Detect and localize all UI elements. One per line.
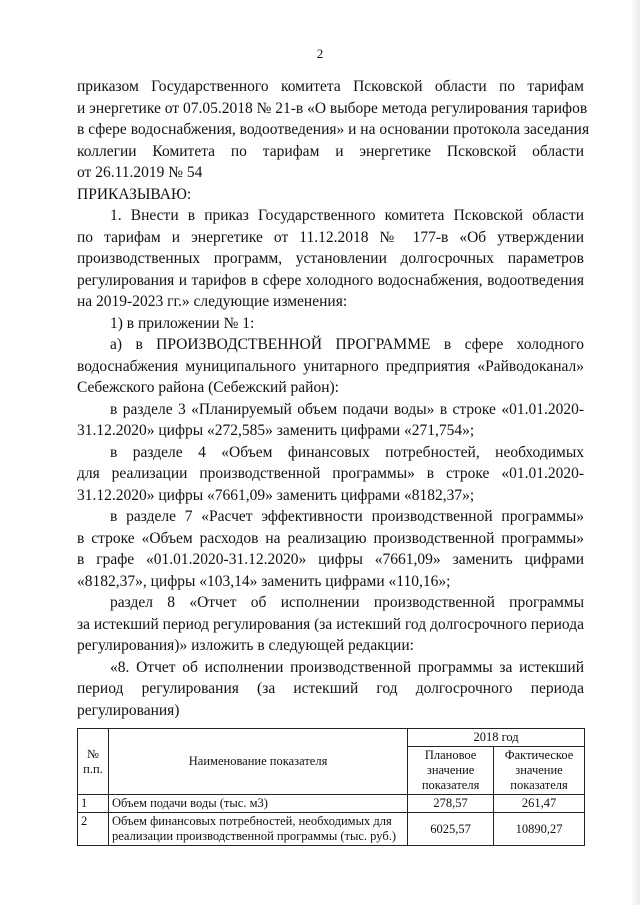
- text-line: регулирования): [77, 701, 180, 719]
- text-line: в разделе 3 «Планируемый объем подачи воды» в строке «01.01.2020-: [110, 400, 584, 418]
- row-plan: 6025,57: [408, 813, 494, 846]
- text-line: 31.12.2020» цифры «272,585» заменить цифрами «271,754»;: [77, 422, 475, 439]
- text-line: 31.12.2020» цифры «7661,09» заменить цифрами «8182,37»;: [77, 486, 475, 504]
- table-row: [78, 813, 585, 846]
- col-header-year: 2018 год: [408, 729, 585, 747]
- row-plan: 278,57: [408, 795, 494, 813]
- report-table: [77, 728, 585, 846]
- text-line: в разделе 4 «Объем финансовых потребностей, необходимых: [110, 443, 584, 461]
- text-line: в графе «01.01.2020-31.12.2020» цифры «7661,09» заменить цифрами: [77, 551, 584, 568]
- text-line: и энергетике от 07.05.2018 № 21-в «О выборе метода регулирования тарифов: [77, 99, 588, 117]
- text-line: за истекший период регулирования (за истекший год долгосрочного периода: [77, 615, 584, 633]
- text-line: период регулирования (за истекший год долгосрочного периода: [77, 680, 584, 697]
- text-line: приказом Государственного комитета Псковской области по тарифам: [77, 78, 584, 95]
- row-name: Объем подачи воды (тыс. м3): [108, 795, 407, 813]
- col-header-name: Наименование показателя: [108, 729, 407, 795]
- text-line: раздел 8 «Отчет об исполнении производственной программы: [110, 594, 584, 611]
- row-name: Объем финансовых потребностей, необходимых для реализации производственной программы (тыс. руб.): [108, 813, 407, 846]
- row-number: 2: [78, 813, 109, 846]
- text-line: на 2019-2023 гг.» следующие изменения:: [77, 293, 348, 310]
- text-line: 1) в приложении № 1:: [110, 314, 255, 332]
- text-line: в разделе 7 «Расчет эффективности производственной программы»: [110, 508, 584, 525]
- text-line: в сфере водоснабжения, водоотведения» и на основании протокола заседания: [77, 121, 590, 138]
- row-fact: 10890,27: [494, 813, 585, 846]
- scan-edge-shadow: [630, 0, 640, 905]
- text-line: «8. Отчет об исполнении производственной программы за истекший: [110, 658, 584, 676]
- col-header-number: № п.п.: [78, 729, 109, 795]
- row-number: 1: [78, 795, 109, 813]
- row-fact: 261,47: [494, 795, 585, 813]
- text-line: для реализации производственной программы» в строке «01.01.2020-: [77, 465, 584, 482]
- text-line: по тарифам и энергетике от 11.12.2018 № 177-в «Об утверждении: [77, 228, 584, 246]
- page-number: 2: [316, 46, 324, 61]
- col-header-fact: Фактическое значение показателя: [494, 747, 585, 795]
- text-line: а) в ПРОИЗВОДСТВЕННОЙ ПРОГРАММЕ в сфере холодного: [110, 336, 584, 353]
- text-line: 1. Внести в приказ Государственного комитета Псковской области: [110, 207, 584, 224]
- text-line: «8182,37», цифры «103,14» заменить цифрами «110,16»;: [77, 572, 451, 590]
- text-line: коллегии Комитета по тарифам и энергетике Псковской области: [77, 142, 584, 160]
- text-line: регулирования и тарифов в сфере холодного водоснабжения, водоотведения: [77, 271, 584, 289]
- text-line: от 26.11.2019 № 54: [77, 164, 203, 181]
- text-line: производственных программ, установлении долгосрочных параметров: [77, 250, 584, 267]
- text-line: в строке «Объем расходов на реализацию производственной программы»: [77, 529, 584, 547]
- text-line: Себежского района (Себежский район):: [77, 379, 339, 396]
- text-line: регулирования)» изложить в следующей редакции:: [77, 637, 414, 654]
- col-header-plan: Плановое значение показателя: [408, 747, 494, 795]
- table-row: [78, 795, 585, 813]
- text-line: водоснабжения муниципального унитарного предприятия «Райводоканал»: [77, 357, 584, 375]
- text-line: ПРИКАЗЫВАЮ:: [77, 185, 192, 203]
